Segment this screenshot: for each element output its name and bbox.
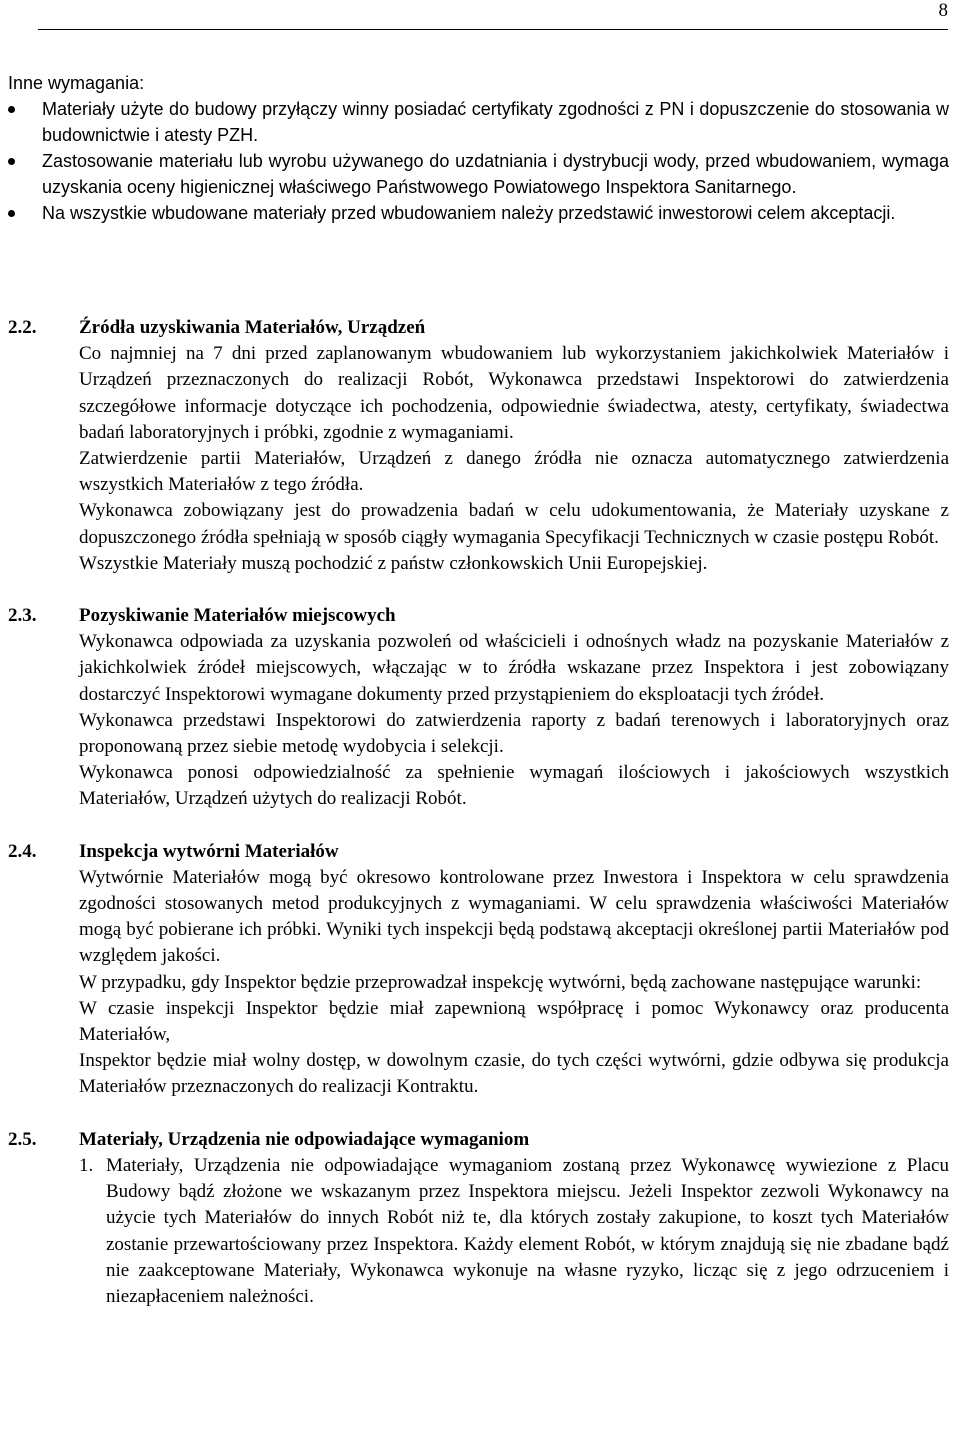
section-heading [8, 839, 949, 865]
section-title: Źródła uzyskiwania Materiałów, Urządzeń [79, 317, 426, 338]
section-heading [8, 315, 949, 341]
list-item [8, 148, 949, 200]
section-number: 2.4. [8, 840, 37, 862]
paragraph: Wykonawca zobowiązany jest do prowadzenia badań w celu udokumentowania, że Materiały uzyskane z dopuszczonego źródła spełniają w sposób ciągły wymagania Specyfikacji Technicznych w czasie postępu Robót. [79, 500, 949, 548]
list-item-number: 1. [79, 1154, 94, 1176]
bullet-icon [8, 106, 15, 113]
list-item-text: Materiały, Urządzenia nie odpowiadające wymaganiom zostaną przez Wykonawcę wywiezione z Placu Budowy bądź złożone we wskazanym przez Inspektora miejscu. Jeżeli Inspektor zezwoli Wykonawcy na użycie tych Materiałów do innych Robót niż te, dla których zostały zakupione, to koszt tych Materiałów zostanie przewartościowany przez Inspektora. Każdy element Robót, w którym znajdują się nie zbadane bądź nie zaakceptowane Materiały, Wykonawca wykonuje na własne ryzyko, licząc się z jego odrzuceniem i niezapłaceniem należności. [106, 1154, 949, 1307]
list-item-text: Zastosowanie materiału lub wyrobu używanego do uzdatniania i dystrybucji wody, przed wbudowaniem, wymaga uzyskania oceny higienicznej właściwego Państwowego Powiatowego Inspektora Sanitarnego. [42, 151, 949, 197]
paragraph: Wykonawca ponosi odpowiedzialność za spełnienie wymagań ilościowych i jakościowych wszystkich Materiałów, Urządzeń użytych do realizacji Robót. [79, 762, 949, 810]
list-item-text: Na wszystkie wbudowane materiały przed wbudowaniem należy przedstawić inwestorowi celem akceptacji. [42, 203, 896, 223]
paragraph: Wykonawca odpowiada za uzyskania pozwoleń od właścicieli i odnośnych władz na pozyskanie Materiałów z jakichkolwiek źródeł miejscowych, włączając w to źródła wskazane przez Inspektora i jest zobowiązany dostarczyć Inspektorowi wymagane dokumenty przed przystąpieniem do eksploatacji tych źródeł. [79, 631, 949, 705]
section-2-3 [8, 603, 949, 813]
section-heading [8, 1127, 949, 1153]
section-title: Materiały, Urządzenia nie odpowiadające wymaganiom [79, 1128, 530, 1150]
section-2-5 [8, 1127, 949, 1310]
section-title: Inspekcja wytwórni Materiałów [79, 840, 339, 862]
list-item [79, 1153, 949, 1310]
section-number: 2.2. [8, 317, 37, 338]
section-body [79, 341, 949, 577]
sections [8, 315, 949, 1336]
requirements-list [8, 96, 949, 226]
section-2-4 [8, 839, 949, 1101]
bullet-icon [8, 210, 15, 217]
paragraph: Zatwierdzenie partii Materiałów, Urządzeń z danego źródła nie oznacza automatycznego zatwierdzenia wszystkich Materiałów z tego źródła. [79, 448, 949, 496]
section-number: 2.3. [8, 605, 37, 627]
section-number: 2.5. [8, 1128, 37, 1150]
section-body [79, 629, 949, 812]
intro-heading: Inne wymagania: [8, 73, 145, 93]
list-item-text: Materiały użyte do budowy przyłączy winny posiadać certyfikaty zgodności z PN i dopuszczenie do stosowania w budownictwie i atesty PZH. [42, 99, 949, 145]
paragraph: Wykonawca przedstawi Inspektorowi do zatwierdzenia raporty z badań terenowych i laboratoryjnych oraz proponowaną przez siebie metodę wydobycia i selekcji. [79, 709, 949, 758]
list-item [8, 200, 949, 226]
paragraph: W czasie inspekcji Inspektor będzie miał zapewnioną współpracę i pomoc Wykonawcy oraz producenta Materiałów, [79, 997, 949, 1046]
section-2-2 [8, 315, 949, 577]
paragraph: Co najmniej na 7 dni przed zaplanowanym wbudowaniem lub wykorzystaniem jakichkolwiek Materiałów i Urządzeń przeznaczonych do realizacji Robót, Wykonawca przedstawi Inspektorowi do zatwierdzenia szczegółowe informacje dotyczące ich pochodzenia, odpowiednie świadectwa, atesty, certyfikaty, świadectwa badań laboratoryjnych i próbki, zgodnie z wymaganiami. [79, 343, 949, 443]
header-rule [38, 29, 948, 30]
paragraph: W przypadku, gdy Inspektor będzie przeprowadzał inspekcję wytwórni, będą zachowane następujące warunki: [79, 971, 922, 993]
section-body [79, 1153, 949, 1310]
intro-block [8, 70, 949, 226]
paragraph: Inspektor będzie miał wolny dostęp, w dowolnym czasie, do tych części wytwórni, gdzie odbywa się produkcja Materiałów przeznaczonych do realizacji Kontraktu. [79, 1050, 949, 1098]
section-heading [8, 603, 949, 629]
list-item [8, 96, 949, 148]
page-number: 8 [938, 0, 948, 21]
numbered-list [79, 1153, 949, 1310]
section-body [79, 865, 949, 1101]
bullet-icon [8, 158, 15, 165]
paragraph: Wszystkie Materiały muszą pochodzić z państw członkowskich Unii Europejskiej. [79, 552, 708, 574]
section-title: Pozyskiwanie Materiałów miejscowych [79, 605, 396, 627]
paragraph: Wytwórnie Materiałów mogą być okresowo kontrolowane przez Inwestora i Inspektora w celu sprawdzenia zgodności stosowanych metod produkcyjnych z wymaganiami. W celu sprawdzenia właściwości Materiałów mogą być pobierane ich próbki. Wyniki tych inspekcji będą podstawą akceptacji określonej partii Materiałów pod względem jakości. [79, 866, 949, 967]
